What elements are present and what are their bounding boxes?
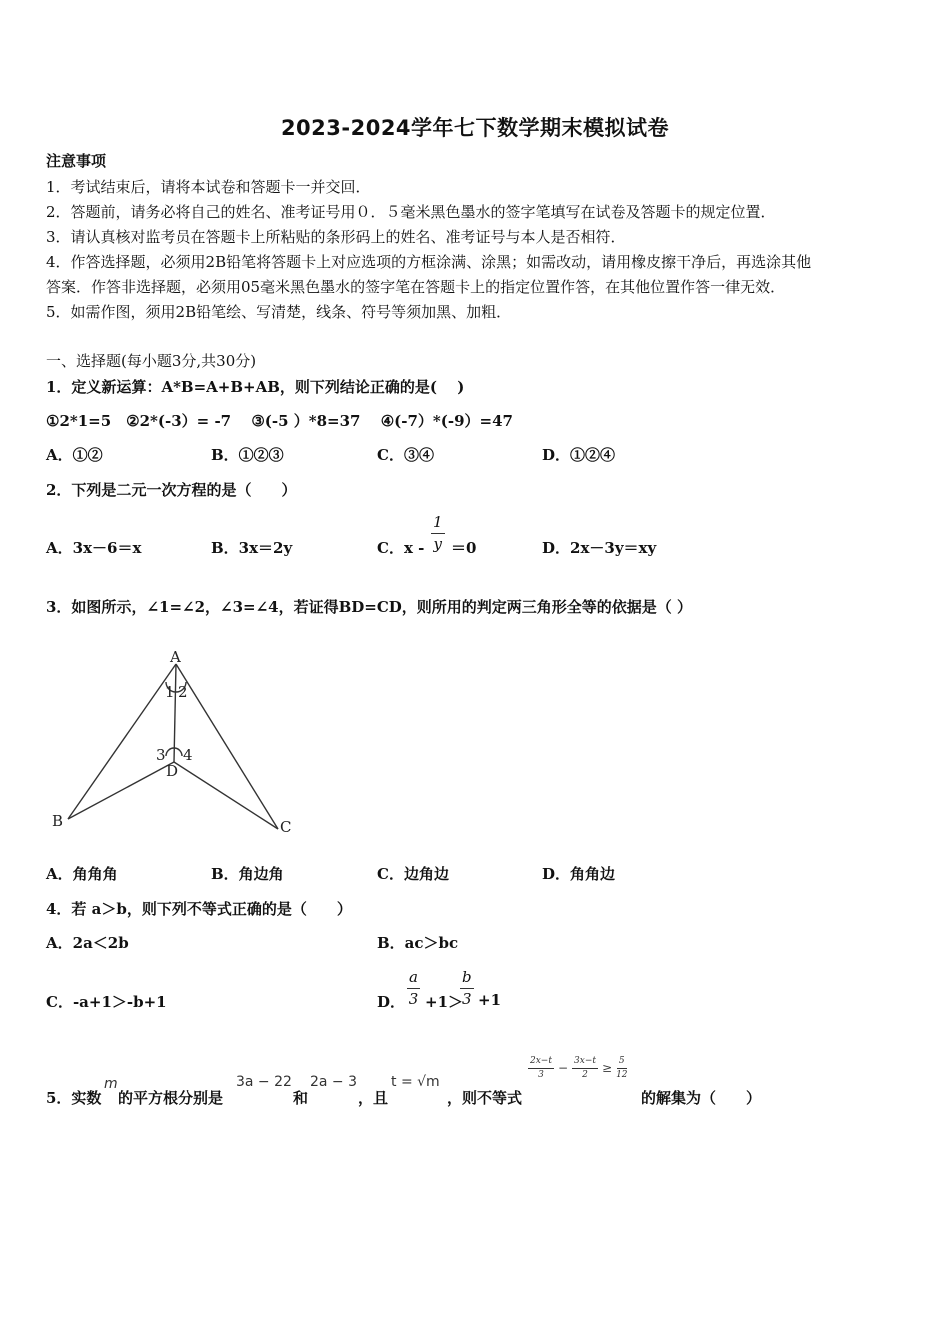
q5-expression-2: 2a − 3	[310, 1074, 358, 1090]
q1-option-d: D．①②④	[542, 446, 616, 464]
notice-heading: 注意事项	[46, 152, 107, 170]
q3-triangle-figure	[46, 646, 306, 846]
q2-stem: 2．下列是二元一次方程的是（ ）	[46, 481, 297, 499]
inequality-fraction-1	[528, 1055, 554, 1081]
q4-option-d-prefix: D．	[377, 993, 406, 1011]
q2-option-d: D．2x－3y＝xy	[542, 539, 657, 557]
line-ab	[68, 664, 179, 819]
label-1: 1	[165, 683, 175, 701]
q2-option-c-tail: ＝0	[451, 539, 477, 557]
q3-option-d: D．角角边	[542, 865, 616, 883]
q5-text-2: 的平方根分别是	[118, 1089, 224, 1107]
notice-item: 5．如需作图，须用2B铅笔绘、写清楚，线条、符号等须加黑、加粗．	[46, 303, 512, 321]
q2-option-a: A．3x－6＝x	[46, 539, 142, 557]
q3-option-c: C．边角边	[377, 865, 449, 883]
q3-stem: 3．如图所示，∠1=∠2，∠3=∠4，若证得BD=CD，则所用的判定两三角形全等的依据是（ ）	[46, 598, 693, 616]
q3-option-a: A．角角角	[46, 865, 118, 883]
q5-expression-3: t = √m	[391, 1074, 440, 1090]
line-ad	[174, 664, 176, 762]
fraction-numerator: b	[460, 967, 474, 989]
q4-option-a: A．2a＜2b	[46, 934, 129, 952]
q1-statements: ①2*1=5 ②2*(-3）= -7 ③(-5 ）*8=37 ④(-7）*(-9）=47	[46, 412, 513, 430]
q4-option-c: C．-a+1＞-b+1	[46, 993, 167, 1011]
inequality-fraction-3	[616, 1055, 627, 1081]
fraction-denominator: 2	[582, 1069, 588, 1080]
label-2: 2	[178, 683, 188, 701]
q3-option-b: B．角边角	[211, 865, 284, 883]
q5-inequality	[528, 1055, 628, 1081]
fraction-denominator: 3	[538, 1069, 544, 1080]
label-a: A	[170, 648, 181, 666]
fraction-denominator: y	[433, 535, 443, 553]
fraction-denominator: 12	[616, 1069, 628, 1080]
notice-item: 3．请认真核对监考员在答题卡上所粘贴的条形码上的姓名、准考证号与本人是否相符．	[46, 228, 626, 246]
label-4: 4	[183, 746, 193, 764]
q2-option-b: B．3x＝2y	[211, 539, 293, 557]
label-b: B	[52, 812, 64, 830]
label-3: 3	[156, 746, 166, 764]
notice-item: 答案．作答非选择题，必须用05毫米黑色墨水的签字笔在答题卡上的指定位置作答，在其他位置作答一律无效．	[46, 278, 786, 296]
line-bd	[68, 762, 174, 819]
fraction-numerator: a	[407, 967, 420, 989]
fraction-numerator: 1	[431, 512, 445, 534]
q5-text-6: 的解集为（ ）	[641, 1089, 762, 1107]
q4-option-b: B．ac＞bc	[377, 934, 459, 952]
q2-option-c	[377, 537, 424, 558]
label-d: D	[166, 762, 179, 780]
ge-sign: ≥	[602, 1061, 613, 1076]
q1-option-a: A．①②	[46, 446, 103, 464]
q2-option-c-label: C．x -	[377, 539, 425, 557]
fraction-numerator: 5	[617, 1055, 627, 1069]
q2-option-c-fraction	[431, 512, 445, 555]
notice-item: 2．答题前，请务必将自己的姓名、准考证号用０．５毫米黑色墨水的签字笔填写在试卷及答题卡的规定位置．	[46, 203, 776, 221]
q1-stem: 1．定义新运算：A*B=A+B+AB，则下列结论正确的是( )	[46, 378, 465, 396]
fraction-denominator: 3	[408, 990, 419, 1008]
page-title: 2023-2024学年七下数学期末模拟试卷	[280, 116, 670, 140]
inequality-fraction-2	[572, 1055, 598, 1081]
q1-option-b: B．①②③	[211, 446, 284, 464]
label-c: C	[280, 818, 292, 836]
q5-text-3: 和	[293, 1089, 309, 1107]
q5-variable-m: m	[104, 1076, 118, 1092]
notice-item: 1．考试结束后，请将本试卷和答题卡一并交回．	[46, 178, 371, 196]
q1-option-c: C．③④	[377, 446, 434, 464]
q4-stem: 4．若 a＞b，则下列不等式正确的是（ ）	[46, 900, 352, 918]
minus-sign: −	[557, 1061, 569, 1076]
q5-text-4: ，且	[358, 1089, 389, 1107]
q5-text-5: ，则不等式	[447, 1089, 523, 1107]
fraction-numerator: 2x−t	[528, 1055, 554, 1069]
fraction-denominator: 3	[462, 990, 472, 1008]
notice-item: 4．作答选择题，必须用2B铅笔将答题卡上对应选项的方框涂满、涂黑；如需改动，请用橡皮擦干净后，再选涂其他	[46, 253, 812, 271]
q4-option-d-tail: +1	[478, 991, 502, 1009]
section-heading: 一、选择题(每小题3分,共30分)	[46, 352, 257, 370]
fraction-numerator: 3x−t	[572, 1055, 598, 1069]
q4-option-d-fraction-b	[460, 967, 474, 1010]
q4-option-d-fraction-a	[407, 967, 420, 1010]
q4-option-d-middle: +1＞	[425, 993, 464, 1011]
q5-text-1: 5．实数	[46, 1089, 102, 1107]
line-cd	[174, 762, 278, 829]
q5-expression-1: 3a − 22	[236, 1074, 292, 1090]
